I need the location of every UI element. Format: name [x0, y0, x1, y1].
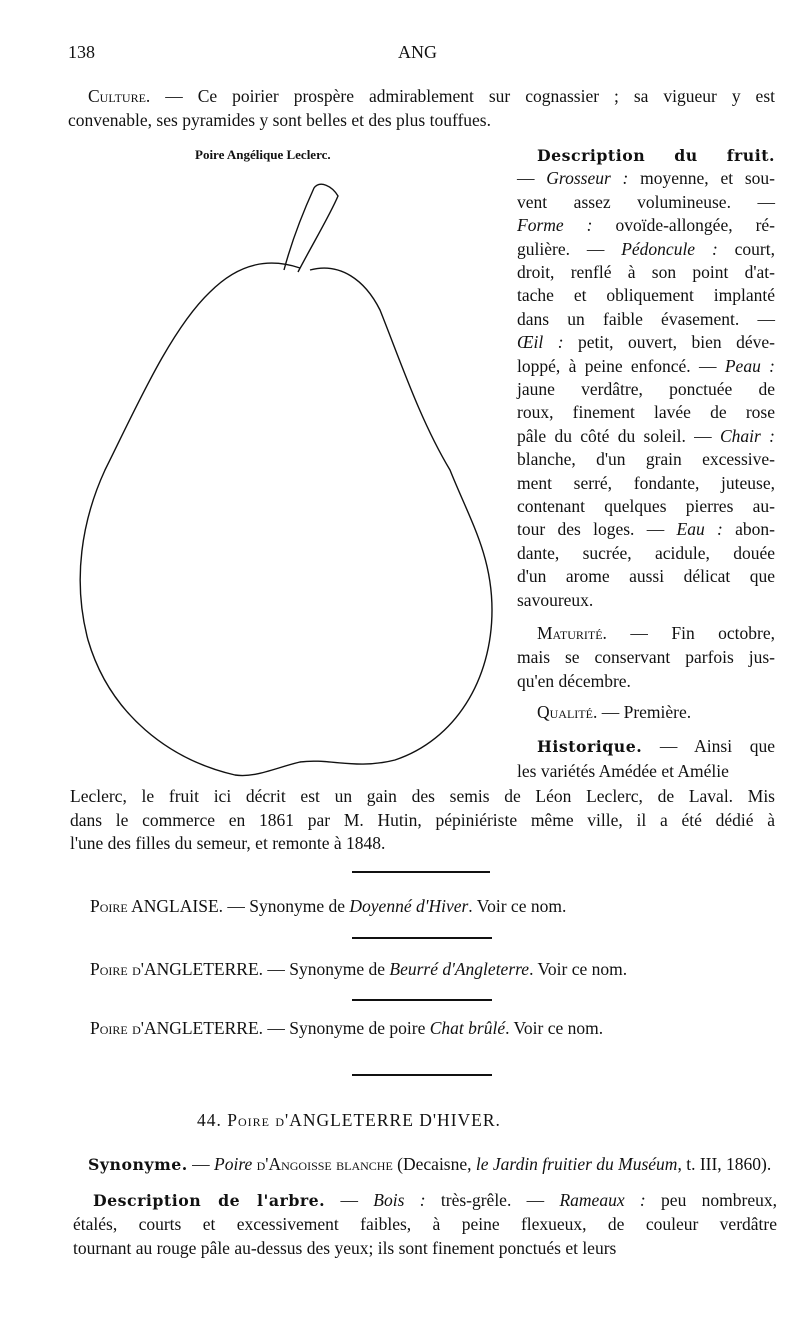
text-line: [517, 566, 775, 586]
text-segment: petit, ouvert, bien déve-: [563, 332, 775, 353]
text-line: [517, 519, 775, 539]
text-segment: ANGLETERRE D'HIVER.: [289, 1110, 501, 1130]
text-line: [70, 810, 775, 830]
text-segment: Pédoncule :: [621, 238, 718, 259]
text-segment: contenant quelques pierres au-: [517, 496, 775, 516]
text-segment: d'Angoisse blanche: [256, 1154, 393, 1174]
text-line: [73, 1214, 777, 1234]
text-segment: tache et obliquement implanté: [517, 285, 775, 306]
text-line: [517, 262, 775, 282]
text-segment: étalés, courts et excessivement faibles, à peine flexueux, de couleur verdâtre: [73, 1214, 777, 1234]
text-line: [537, 702, 775, 722]
text-segment: ment serré, fondante, juteuse,: [517, 472, 775, 493]
text-segment: Culture.: [88, 86, 151, 106]
text-segment: ovoïde-allongée, ré-: [592, 215, 776, 236]
text-line: [517, 590, 775, 610]
text-line: [517, 332, 775, 352]
text-segment: Maturité.: [537, 623, 607, 643]
text-line: [90, 896, 566, 916]
text-segment: ANGLETERRE. — Synonyme de poire: [143, 1018, 430, 1038]
text-line: [88, 1154, 771, 1175]
text-segment: — Ce poirier prospère admirablement sur cognassier ; sa vigueur y est: [150, 86, 775, 106]
text-line: [93, 1190, 777, 1211]
page-number: 138: [68, 42, 95, 62]
text-segment: dante, sucrée, acidule, douée: [517, 542, 775, 563]
text-line: [517, 473, 775, 493]
text-segment: Poire d': [90, 1018, 144, 1038]
text-segment: Description du fruit.: [537, 146, 775, 165]
text-segment: Qualité.: [537, 702, 598, 722]
text-segment: pâle du côté du soleil. —: [517, 425, 720, 446]
text-line: [517, 356, 775, 376]
text-segment: le Jardin fruitier du Muséum: [475, 1154, 678, 1174]
text-segment: — Première.: [597, 702, 692, 722]
text-segment: moyenne, et sou-: [628, 168, 776, 189]
text-line: [517, 285, 775, 305]
text-segment: roux, finement lavée de rose: [517, 402, 775, 423]
text-line: [517, 761, 775, 781]
text-segment: —: [517, 168, 547, 189]
text-line: [537, 623, 775, 643]
text-segment: Rameaux :: [559, 1190, 646, 1210]
text-segment: . Voir ce nom.: [468, 896, 567, 916]
text-segment: Chair :: [719, 425, 775, 446]
text-line: [73, 1238, 777, 1258]
text-segment: Eau :: [676, 519, 723, 540]
text-segment: . Voir ce nom.: [505, 1018, 604, 1038]
text-segment: l'une des filles du semeur, et remonte à 1848.: [70, 833, 386, 853]
text-segment: convenable, ses pyramides y sont belles et des plus touffues.: [68, 110, 491, 130]
running-head: ANG: [398, 42, 437, 62]
text-line: [90, 1018, 603, 1038]
text-segment: dans le commerce en 1861 par M. Hutin, pépiniériste même ville, il a été dédié à: [70, 809, 775, 830]
text-line: [517, 496, 775, 516]
text-line: [517, 647, 775, 667]
text-line: [70, 833, 775, 853]
text-segment: Description de l'arbre.: [93, 1191, 326, 1210]
text-segment: Synonyme.: [88, 1155, 188, 1174]
text-line: [90, 959, 627, 979]
text-segment: peu nombreux,: [645, 1190, 777, 1210]
text-segment: savoureux.: [517, 589, 594, 610]
text-segment: — Fin octobre,: [606, 623, 775, 643]
text-line: [517, 426, 775, 446]
text-line: [517, 543, 775, 563]
text-segment: qu'en décembre.: [517, 671, 631, 691]
text-segment: tournant au rouge pâle au-dessus des yeux; ils sont finement ponctués et leurs: [73, 1238, 617, 1258]
divider: [352, 871, 490, 873]
text-line: [517, 192, 775, 212]
text-segment: d'un arome aussi délicat que: [517, 566, 775, 587]
text-segment: Chat brûlé: [429, 1018, 506, 1038]
text-segment: —: [325, 1190, 374, 1210]
text-line: [517, 215, 775, 235]
text-segment: Doyenné d'Hiver: [349, 896, 469, 916]
text-segment: — Ainsi que: [642, 736, 775, 756]
text-line: [517, 309, 775, 329]
text-segment: Grosseur :: [546, 168, 629, 189]
text-segment: tour des loges. —: [517, 519, 677, 540]
text-segment: vent assez volumineuse. —: [517, 191, 775, 212]
text-line: [517, 239, 775, 259]
text-segment: très-grêle. —: [425, 1190, 560, 1210]
text-segment: Poire d': [227, 1110, 290, 1130]
text-line: [70, 786, 775, 806]
text-segment: blanche, d'un grain excessive-: [517, 449, 775, 470]
text-segment: ANGLAISE. — Synonyme de: [127, 896, 350, 916]
text-segment: 44.: [197, 1110, 228, 1130]
text-segment: , t. III, 1860).: [677, 1154, 772, 1174]
text-segment: Forme :: [517, 215, 593, 236]
text-segment: Poire: [214, 1154, 257, 1174]
text-line: [517, 671, 775, 691]
text-line: [197, 1110, 501, 1130]
text-line: [537, 145, 775, 166]
text-segment: mais se conservant parfois jus-: [517, 647, 775, 667]
text-segment: (Decaisne,: [392, 1154, 476, 1174]
pear-outline: [80, 263, 492, 775]
divider: [352, 999, 492, 1001]
text-segment: Leclerc, le fruit ici décrit est un gain des semis de Léon Leclerc, de Laval. Mis: [70, 786, 775, 806]
text-segment: Poire d': [90, 959, 144, 979]
text-segment: court,: [717, 238, 775, 259]
text-segment: Œil :: [517, 332, 564, 353]
text-segment: les variétés Amédée et Amélie: [517, 761, 729, 781]
text-segment: jaune verdâtre, ponctuée de: [517, 379, 775, 399]
text-segment: droit, renflé à son point d'at-: [517, 262, 775, 282]
text-segment: abon-: [722, 519, 775, 540]
text-segment: Historique.: [537, 737, 643, 756]
text-segment: . Voir ce nom.: [529, 959, 628, 979]
figure-caption: Poire Angélique Leclerc.: [195, 147, 331, 162]
divider: [352, 1074, 492, 1076]
pear-stem: [284, 184, 338, 272]
text-line: [517, 402, 775, 422]
text-line: [517, 168, 775, 188]
text-segment: Poire: [90, 896, 128, 916]
text-segment: Beurré d'Angleterre: [389, 959, 530, 979]
pear-illustration: [0, 0, 520, 800]
text-segment: dans un faible évasement. —: [517, 308, 775, 329]
text-segment: Peau :: [724, 355, 775, 376]
text-segment: gulière. —: [517, 238, 622, 259]
text-segment: ANGLETERRE. — Synonyme de: [143, 959, 390, 979]
text-segment: loppé, à peine enfoncé. —: [517, 355, 725, 376]
text-segment: —: [187, 1154, 215, 1174]
text-line: [517, 379, 775, 399]
text-segment: Bois :: [373, 1190, 426, 1210]
text-line: [537, 736, 775, 757]
text-line: [517, 449, 775, 469]
divider: [352, 937, 492, 939]
